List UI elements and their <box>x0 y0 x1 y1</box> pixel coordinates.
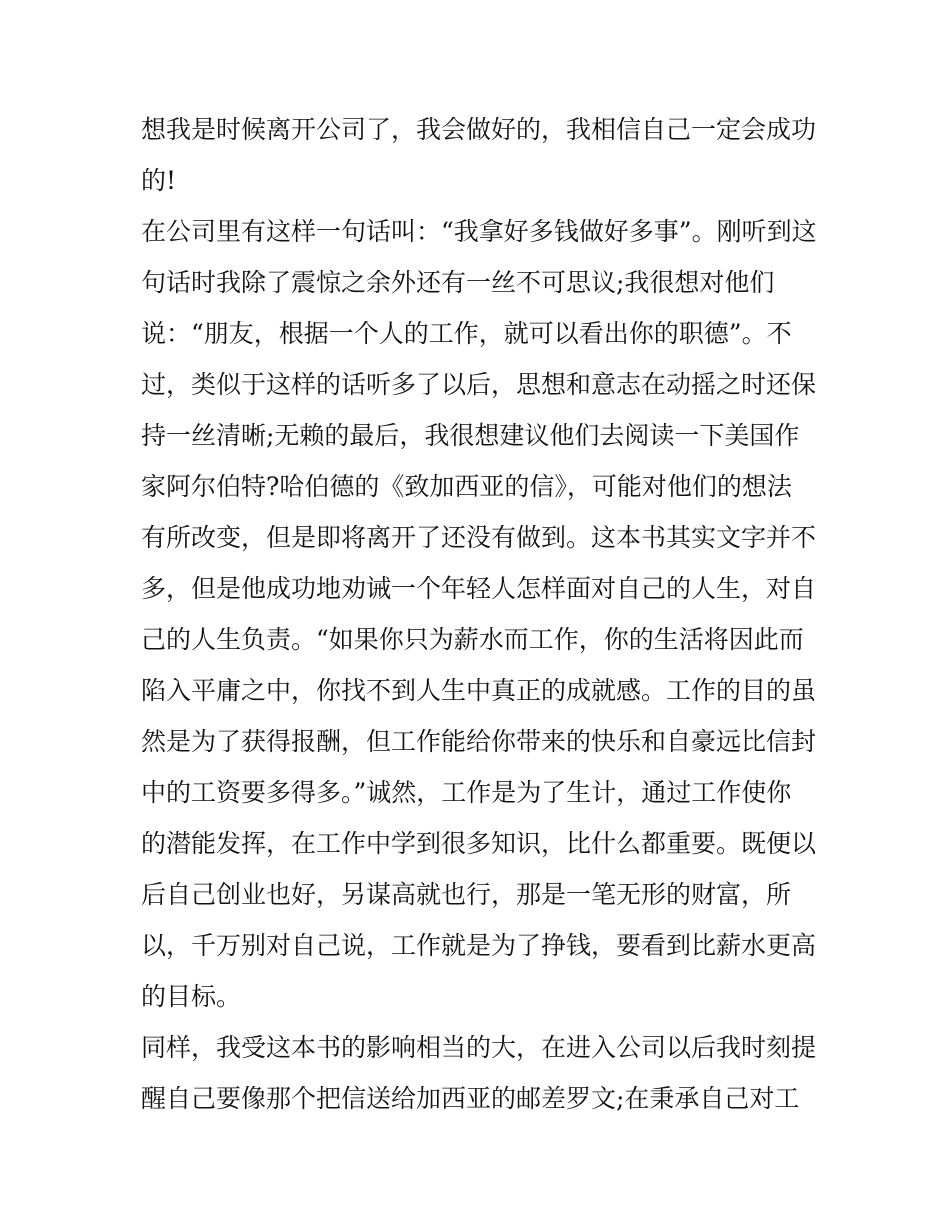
text-line: 的潜能发挥，在工作中学到很多知识，比什么都重要。既便以 <box>141 829 817 858</box>
text-line: 家阿尔伯特?哈伯德的《致加西亚的信》，可能对他们的想法 <box>141 472 792 501</box>
text-line: 句话时我除了震惊之余外还有一丝不可思议;我很想对他们 <box>141 268 775 297</box>
text-line: 说：“朋友，根据一个人的工作，就可以看出你的职德”。不 <box>141 319 792 348</box>
text-line: 以，千万别对自己说，工作就是为了挣钱，要看到比薪水更高 <box>141 931 817 960</box>
text-line: 己的人生负责。“如果你只为薪水而工作，你的生活将因此而 <box>141 625 804 654</box>
text-line: 的! <box>141 166 177 195</box>
text-line: 然是为了获得报酬，但工作能给你带来的快乐和自豪远比信封 <box>141 727 817 756</box>
text-line: 醒自己要像那个把信送给加西亚的邮差罗文;在秉承自己对工 <box>141 1084 800 1113</box>
text-line: 过，类似于这样的话听多了以后，思想和意志在动摇之时还保 <box>141 370 817 399</box>
text-line: 后自己创业也好，另谋高就也行，那是一笔无形的财富，所 <box>141 880 792 909</box>
text-line: 有所改变，但是即将离开了还没有做到。这本书其实文字并不 <box>141 523 817 552</box>
text-line: 同样，我受这本书的影响相当的大，在进入公司以后我时刻提 <box>141 1033 817 1062</box>
text-line: 的目标。 <box>141 982 242 1011</box>
text-line: 陷入平庸之中，你找不到人生中真正的成就感。工作的目的虽 <box>141 676 817 705</box>
text-line: 在公司里有这样一句话叫：“我拿好多钱做好多事”。刚听到这 <box>141 217 817 246</box>
document-text-body <box>141 104 821 1124</box>
text-line: 想我是时候离开公司了，我会做好的，我相信自己一定会成功 <box>141 115 817 144</box>
text-line: 中的工资要多得多。”诚然，工作是为了生计，通过工作使你 <box>141 778 792 807</box>
text-line: 持一丝清晰;无赖的最后，我很想建议他们去阅读一下美国作 <box>141 421 800 450</box>
text-line: 多，但是他成功地劝诫一个年轻人怎样面对自己的人生，对自 <box>141 574 817 603</box>
